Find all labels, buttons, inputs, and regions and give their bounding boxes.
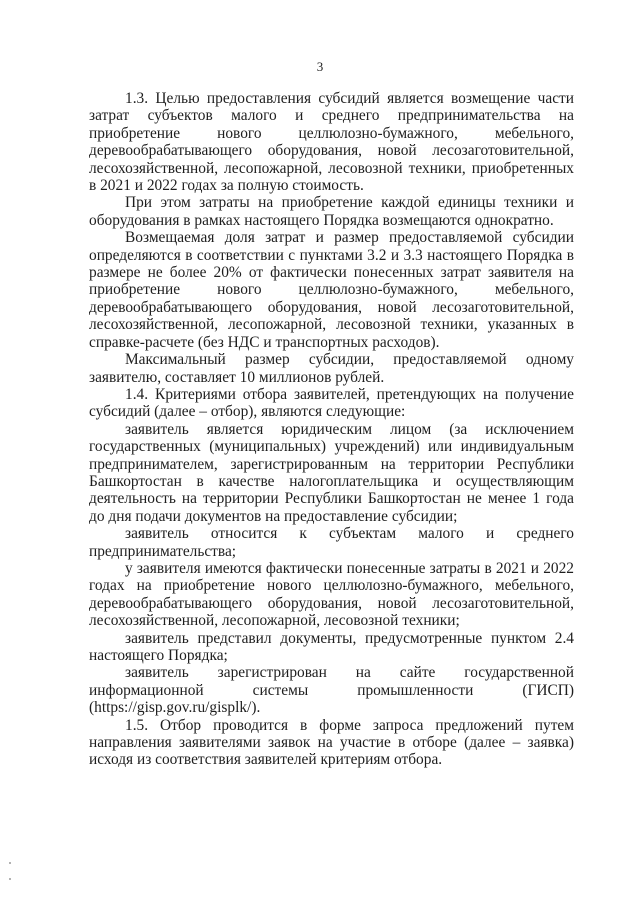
scan-speck: [9, 878, 11, 880]
document-body: [89, 90, 574, 769]
paragraph-reimbursed-share: Возмещаемая доля затрат и размер предоставляемой субсидии определяются в соответствии с пунктами 3.2 и 3.3 настоящего Порядка в размере не более 20% от фактически понесенных затрат заявителя на приобретение нового целлюлозно-бумажного, мебельного, деревообрабатывающего оборудования, новой лесозаготовительной, лесохозяйственной, лесопожарной, лесовозной техники, указанных в справке-расчете (без НДС и транспортных расходов).: [89, 229, 574, 351]
criteria-item-costs: у заявителя имеются фактически понесенные затраты в 2021 и 2022 годах на приобретение нового целлюлозно-бумажного, мебельного, деревообрабатывающего оборудования, новой лесозаготовительной, лесохозяйственной, лесопожарной, лесовозной техники;: [89, 559, 574, 630]
criteria-item-documents: заявитель представил документы, предусмотренные пунктом 2.4 настоящего Порядка;: [89, 629, 574, 664]
paragraph-one-time-reimbursement: При этом затраты на приобретение каждой единицы техники и оборудования в рамках настоящего Порядка возмещаются однократно.: [89, 194, 574, 229]
criteria-item-gisp: заявитель зарегистрирован на сайте государственной информационной системы промышленности (ГИСП) (https://gisp.gov.ru/gisplk/).: [89, 664, 574, 717]
scan-speck: [9, 862, 11, 864]
paragraph-1-5-selection-form: 1.5. Отбор проводится в форме запроса предложений путем направления заявителями заявок на участие в отборе (далее – заявка) исходя из соответствия заявителей критериям отбора.: [89, 716, 574, 769]
criteria-item-sme: заявитель относится к субъектам малого и среднего предпринимательства;: [89, 525, 574, 560]
paragraph-1-4-criteria: 1.4. Критериями отбора заявителей, претендующих на получение субсидий (далее – отбор), являются следующие:: [89, 385, 574, 421]
paragraph-max-subsidy: Максимальный размер субсидии, предоставляемой одному заявителю, составляет 10 миллионов рублей.: [89, 351, 574, 386]
criteria-item-legal-entity: заявитель является юридическим лицом (за исключением государственных (муниципальных) учреждений) или индивидуальным предпринимателем, зарегистрированным на территории Республики Башкортостан в качестве налогоплательщика и осуществляющим деятельность на территории Республики Башкортостан не менее 1 года до дня подачи документов на предоставление субсидии;: [89, 420, 574, 525]
paragraph-1-3-purpose: 1.3. Целью предоставления субсидий является возмещение части затрат субъектов малого и среднего предпринимательства на приобретение нового целлюлозно-бумажного, мебельного, деревообрабатывающего оборудования, новой лесозаготовительной, лесохозяйственной, лесопожарной, лесовозной техники, приобретенных в 2021 и 2022 годах за полную стоимость.: [89, 90, 574, 195]
page-number: 3: [316, 59, 324, 74]
